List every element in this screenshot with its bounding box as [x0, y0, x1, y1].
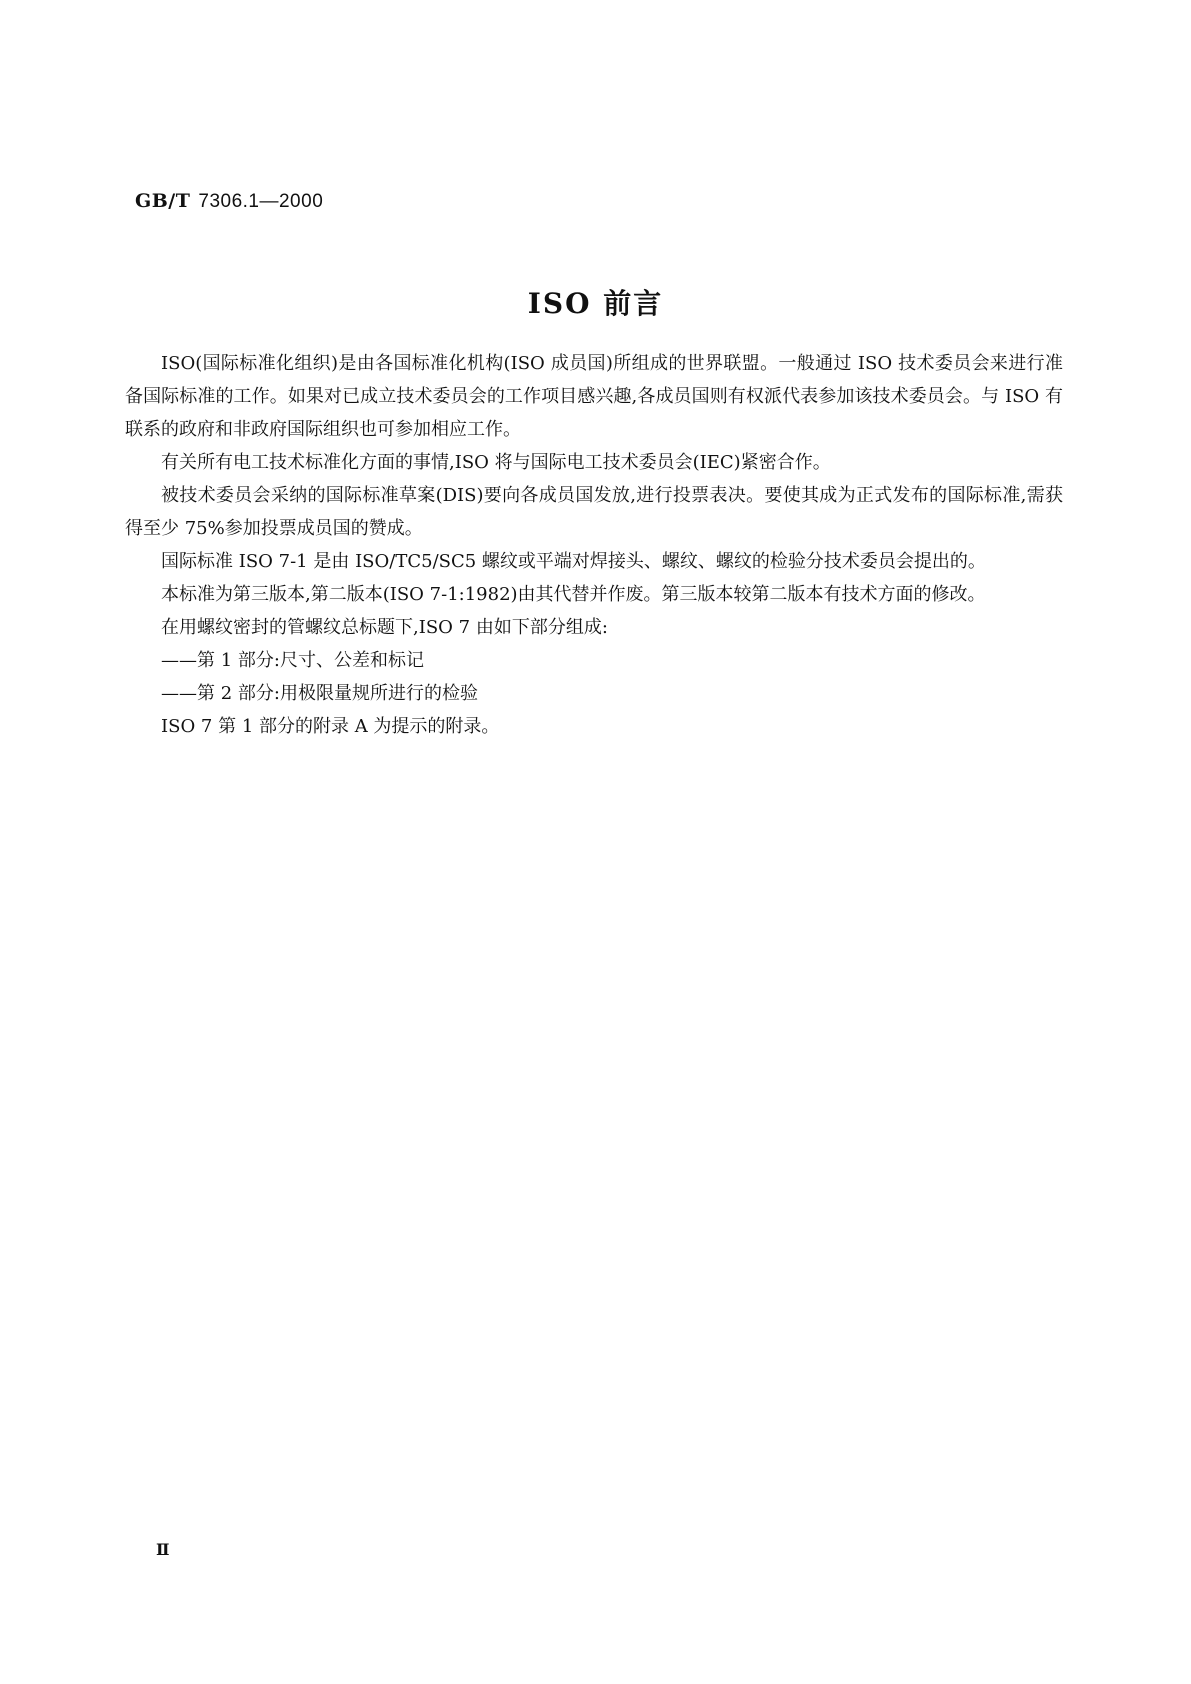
paragraph-parts-intro: 在用螺纹密封的管螺纹总标题下,ISO 7 由如下部分组成:	[161, 617, 608, 638]
standard-prefix: GB/T	[135, 190, 191, 212]
paragraph-annex: ISO 7 第 1 部分的附录 A 为提示的附录。	[161, 716, 500, 737]
page-title: ISO 前言	[527, 287, 664, 320]
paragraph-iec-cooperation: 有关所有电工技术标准化方面的事情,ISO 将与国际电工技术委员会(IEC)紧密合作。	[161, 452, 831, 473]
paragraph-dis-voting: 被技术委员会采纳的国际标准草案(DIS)要向各成员国发放,进行投票表决。要使其成为正式发布的国际标准,需获得至少 75%参加投票成员国的赞成。	[125, 485, 1063, 539]
page-number: Ⅱ	[156, 1540, 170, 1559]
paragraph-committee: 国际标准 ISO 7-1 是由 ISO/TC5/SC5 螺纹或平端对焊接头、螺纹、螺纹的检验分技术委员会提出的。	[161, 551, 986, 572]
standard-code	[135, 190, 323, 213]
list-item-part-1: ——第 1 部分:尺寸、公差和标记	[161, 650, 424, 671]
foreword-body	[125, 347, 1063, 743]
paragraph-edition: 本标准为第三版本,第二版本(ISO 7-1:1982)由其代替并作废。第三版本较第二版本有技术方面的修改。	[161, 584, 986, 605]
paragraph-iso-intro: ISO(国际标准化组织)是由各国标准化机构(ISO 成员国)所组成的世界联盟。一般通过 ISO 技术委员会来进行准备国际标准的工作。如果对已成立技术委员会的工作项目感兴趣,各成员国则有权派代表参加该技术委员会。与 ISO 有联系的政府和非政府国际组织也可参加相应工作。	[125, 353, 1063, 440]
standard-number: 7306.1—2000	[198, 191, 324, 212]
list-item-part-2: ——第 2 部分:用极限量规所进行的检验	[161, 683, 478, 704]
